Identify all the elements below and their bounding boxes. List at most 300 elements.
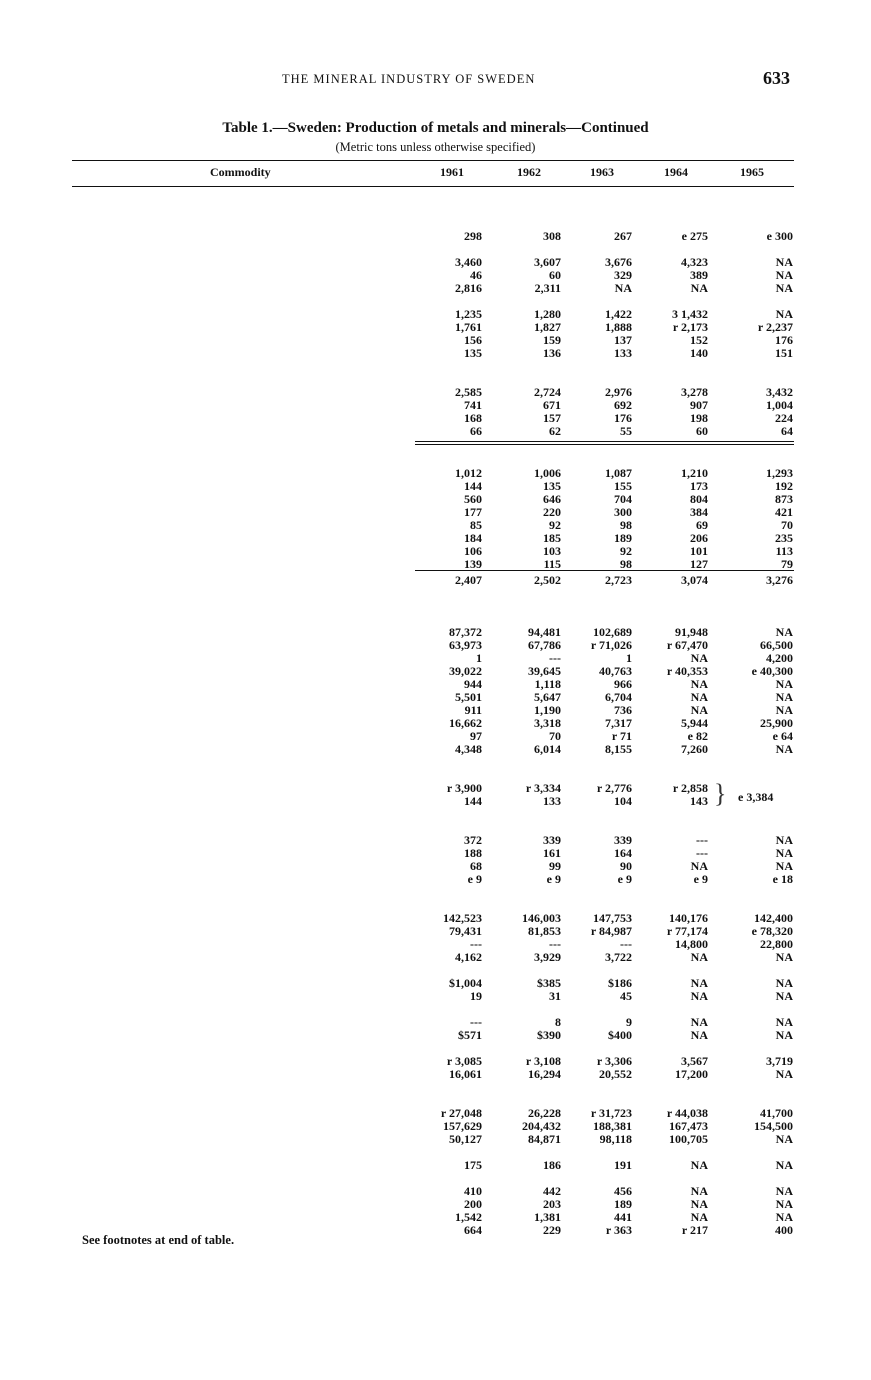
table-row [0,587,871,600]
table-row [0,493,871,506]
cell-1961: 2,585 [455,385,482,399]
cell-1964: NA [690,989,708,1003]
cell-1965: 4,200 [766,651,793,665]
cell-1965: NA [775,677,793,691]
table-row [0,704,871,717]
table-row [0,808,871,821]
cell-1964: 4,323 [681,255,708,269]
table-row [0,977,871,990]
table-row [0,990,871,1003]
cell-1964: NA [690,976,708,990]
cell-1961: 63,973 [449,638,482,652]
cell-1963: $400 [608,1028,632,1042]
cell-1965: 22,800 [760,937,793,951]
cell-1963: 3,676 [605,255,632,269]
cell-1963: 98,118 [599,1132,632,1146]
cell-1963: 2,723 [605,573,632,587]
cell-1963: $186 [608,976,632,990]
cell-1965: 151 [775,346,793,360]
cell-1961: 156 [464,333,482,347]
cell-1965: 25,900 [760,716,793,730]
table-row [0,386,871,399]
cell-1963: 176 [614,411,632,425]
cell-1963: 104 [614,794,632,808]
cell-1963: r 2,776 [596,781,632,795]
table-row [0,1133,871,1146]
cell-1961: 1,761 [455,320,482,334]
cell-1964: NA [690,859,708,873]
cell-1961: 66 [470,424,482,438]
table-row [0,743,871,756]
cell-1964: 206 [690,531,708,545]
cell-1961: 664 [464,1223,482,1237]
cell-1961: 144 [464,794,482,808]
cell-1961: 911 [464,703,482,717]
cell-1964: 7,260 [681,742,708,756]
cell-1961: 46 [470,268,482,282]
cell-1962: 115 [543,557,561,571]
table-row [0,821,871,834]
cell-1961: 16,662 [449,716,482,730]
cell-1961: 1,012 [455,466,482,480]
table-title: Table 1.—Sweden: Production of metals and minerals—Continued [222,120,649,136]
cell-1964: 14,800 [675,937,708,951]
cell-1965: 3,276 [766,573,793,587]
cell-1961: 5,501 [455,690,482,704]
table-row [0,373,871,386]
cell-1963: 704 [614,492,632,506]
table-row [0,334,871,347]
header-top-rule [72,160,794,161]
cell-1961: 39,022 [449,664,482,678]
cell-1965: NA [775,1210,793,1224]
cell-1962: 2,724 [534,385,561,399]
table-row [0,964,871,977]
cell-1961: 19 [470,989,482,1003]
cell-1963: 456 [614,1184,632,1198]
cell-1961: 16,061 [449,1067,482,1081]
cell-1963: 339 [614,833,632,847]
cell-1964: 389 [690,268,708,282]
cell-1964: NA [690,950,708,964]
cell-1963: 55 [620,424,632,438]
table-row [0,467,871,480]
cell-1965: r 2,237 [757,320,793,334]
cell-1961: 188 [464,846,482,860]
cell-1963: 133 [614,346,632,360]
col-header-1961: 1961 [440,165,464,179]
cell-1964: 907 [690,398,708,412]
cell-1965: NA [775,268,793,282]
cell-1962: 26,228 [528,1106,561,1120]
table-row [0,1016,871,1029]
cell-1961: 177 [464,505,482,519]
cell-1961: 4,162 [455,950,482,964]
cell-1965: NA [775,307,793,321]
cell-1962: 81,853 [528,924,561,938]
cell-1965: 3,432 [766,385,793,399]
cell-1962: 442 [543,1184,561,1198]
cell-1961: --- [470,1015,482,1029]
cell-1962: 1,006 [534,466,561,480]
cell-1961: $571 [458,1028,482,1042]
cell-1961: 3,460 [455,255,482,269]
cell-1961: 1 [476,651,482,665]
cell-1963: 329 [614,268,632,282]
cell-1961: 410 [464,1184,482,1198]
cell-1963: 45 [620,989,632,1003]
table-row [0,216,871,229]
cell-1963: r 71 [611,729,632,743]
cell-1961: --- [470,937,482,951]
cell-1961: 85 [470,518,482,532]
cell-1964: 3,567 [681,1054,708,1068]
cell-1962: --- [549,937,561,951]
cell-1963: e 9 [617,872,632,886]
cell-1964: NA [690,1158,708,1172]
table-row [0,834,871,847]
cell-1961: 135 [464,346,482,360]
cell-1964: r 77,174 [666,924,708,938]
cell-1963: --- [620,937,632,951]
cell-1962: 60 [549,268,561,282]
table-row [0,256,871,269]
cell-1961: 2,407 [455,573,482,587]
table-row [0,1107,871,1120]
cell-1963: 966 [614,677,632,691]
cell-1965: 79 [781,557,793,571]
table-row [0,480,871,493]
table-row [0,230,871,243]
table-row [0,652,871,665]
table-row [0,613,871,626]
cell-1964: 143 [690,794,708,808]
cell-1965: 224 [775,411,793,425]
cell-1963: 90 [620,859,632,873]
table-row [0,717,871,730]
cell-1961: 1,542 [455,1210,482,1224]
cell-1962: 159 [543,333,561,347]
cell-1964: NA [690,281,708,295]
cell-1964: 384 [690,505,708,519]
cell-1961: 68 [470,859,482,873]
table-row [0,269,871,282]
table-row [0,243,871,256]
cell-1963: 736 [614,703,632,717]
cell-1962: --- [549,651,561,665]
cell-1963: r 84,987 [590,924,632,938]
table-row [0,425,871,438]
cell-1963: 300 [614,505,632,519]
cell-1961: 79,431 [449,924,482,938]
cell-1964: e 9 [693,872,708,886]
table-row [0,769,871,782]
col-header-1965: 1965 [740,165,764,179]
cell-1961: r 3,900 [446,781,482,795]
cell-1963: 1,422 [605,307,632,321]
cell-1963: 188,381 [593,1119,632,1133]
cell-1962: 157 [543,411,561,425]
cell-1963: 147,753 [593,911,632,925]
cell-1963: 164 [614,846,632,860]
cell-1965: NA [775,976,793,990]
cell-1963: 9 [626,1015,632,1029]
cell-1964: 1,210 [681,466,708,480]
cell-1961: 741 [464,398,482,412]
cell-1965: 41,700 [760,1106,793,1120]
cell-1963: r 363 [605,1223,632,1237]
table-row [0,1081,871,1094]
cell-1963: 692 [614,398,632,412]
table-row [0,203,871,216]
table-row [0,730,871,743]
cell-1963: 1,087 [605,466,632,480]
table-row [0,360,871,373]
cell-1962: 2,502 [534,573,561,587]
cell-1962: 1,190 [534,703,561,717]
cell-1965: 176 [775,333,793,347]
cell-1961: 184 [464,531,482,545]
table-row [0,321,871,334]
cell-1963: 191 [614,1158,632,1172]
cell-1964: NA [690,1210,708,1224]
table-row [0,691,871,704]
cell-1962: 6,014 [534,742,561,756]
cell-1961: 560 [464,492,482,506]
table-row [0,1211,871,1224]
cell-1963: 2,976 [605,385,632,399]
table-row [0,1094,871,1107]
cell-1961: 50,127 [449,1132,482,1146]
table-row [0,532,871,545]
table-row [0,1068,871,1081]
cell-1965: 66,500 [760,638,793,652]
cell-1965: NA [775,846,793,860]
cell-1962: r 3,334 [525,781,561,795]
cell-1962: 94,481 [528,625,561,639]
cell-1964: r 217 [681,1223,708,1237]
running-head: THE MINERAL INDUSTRY OF SWEDEN [282,72,536,86]
silver-1965-value: e 3,384 [738,790,774,804]
cell-1962: 146,003 [522,911,561,925]
cell-1965: NA [775,1067,793,1081]
cell-1962: 339 [543,833,561,847]
cell-1963: r 3,306 [596,1054,632,1068]
cell-1964: e 82 [687,729,708,743]
cell-1964: 140 [690,346,708,360]
table-row [0,519,871,532]
cell-1961: 175 [464,1158,482,1172]
cell-1964: r 67,470 [666,638,708,652]
table-row [0,899,871,912]
cell-1962: 671 [543,398,561,412]
cell-1962: 308 [543,229,561,243]
cell-1962: 16,294 [528,1067,561,1081]
cell-1963: 441 [614,1210,632,1224]
table-row [0,295,871,308]
cell-1964: 3,074 [681,573,708,587]
cell-1963: 155 [614,479,632,493]
cell-1965: NA [775,742,793,756]
cell-1963: 267 [614,229,632,243]
table-row [0,1029,871,1042]
cell-1961: 298 [464,229,482,243]
cell-1962: 5,647 [534,690,561,704]
table-row [0,412,871,425]
cell-1961: 200 [464,1197,482,1211]
cell-1962: 1,381 [534,1210,561,1224]
cell-1965: NA [775,625,793,639]
cell-1965: NA [775,690,793,704]
cell-1964: --- [696,833,708,847]
cell-1965: 154,500 [754,1119,793,1133]
table-row [0,1159,871,1172]
header-bottom-rule [72,186,794,187]
cell-1965: 873 [775,492,793,506]
table-row [0,558,871,571]
table-subtitle: (Metric tons unless otherwise specified) [335,140,536,154]
table-row [0,951,871,964]
cell-1964: 5,944 [681,716,708,730]
cell-1963: 8,155 [605,742,632,756]
cell-1961: e 9 [467,872,482,886]
table-row [0,639,871,652]
cell-1965: 64 [781,424,793,438]
table-row [0,1172,871,1185]
cell-1962: 31 [549,989,561,1003]
cell-1965: 235 [775,531,793,545]
table-row [0,925,871,938]
cell-1961: $1,004 [449,976,482,990]
cell-1964: 140,176 [669,911,708,925]
table-row [0,600,871,613]
col-header-1963: 1963 [590,165,614,179]
cell-1963: 40,763 [599,664,632,678]
table-row [0,1055,871,1068]
cell-1962: 161 [543,846,561,860]
cell-1962: 39,645 [528,664,561,678]
cell-1964: r 2,173 [672,320,708,334]
cell-1964: 127 [690,557,708,571]
table-row [0,756,871,769]
cell-1962: 92 [549,518,561,532]
cell-1963: 98 [620,557,632,571]
cell-1963: 3,722 [605,950,632,964]
cell-1965: NA [775,950,793,964]
cell-1963: NA [614,281,632,295]
cell-1965: 70 [781,518,793,532]
cell-1964: NA [690,1184,708,1198]
table-row [0,308,871,321]
cell-1965: e 64 [772,729,793,743]
cell-1965: 142,400 [754,911,793,925]
cell-1965: NA [775,1158,793,1172]
cell-1962: 8 [555,1015,561,1029]
steel-double-rule-2 [415,444,794,445]
cell-1965: 421 [775,505,793,519]
cell-1965: NA [775,1028,793,1042]
cell-1963: 1 [626,651,632,665]
table-row [0,574,871,587]
cell-1965: e 40,300 [751,664,793,678]
cell-1962: $385 [537,976,561,990]
cell-1963: 7,317 [605,716,632,730]
cell-1965: 3,719 [766,1054,793,1068]
cell-1965: e 78,320 [751,924,793,938]
cell-1962: 204,432 [522,1119,561,1133]
page-number: 633 [763,68,790,88]
cell-1962: 3,607 [534,255,561,269]
cell-1964: r 2,858 [672,781,708,795]
cell-1962: 1,827 [534,320,561,334]
cell-1964: e 275 [681,229,708,243]
col-header-1962: 1962 [517,165,541,179]
cell-1961: r 3,085 [446,1054,482,1068]
table-row [0,912,871,925]
cell-1965: NA [775,989,793,1003]
cell-1964: 60 [696,424,708,438]
table-row [0,1120,871,1133]
cell-1961: 87,372 [449,625,482,639]
cell-1965: e 18 [772,872,793,886]
cell-1962: 229 [543,1223,561,1237]
table-row [0,399,871,412]
cell-1962: $390 [537,1028,561,1042]
cell-1965: NA [775,255,793,269]
cell-1964: NA [690,651,708,665]
cell-1964: NA [690,703,708,717]
cell-1964: 804 [690,492,708,506]
cell-1965: NA [775,703,793,717]
cell-1961: 168 [464,411,482,425]
table-row [0,847,871,860]
table-row [0,873,871,886]
cell-1962: 646 [543,492,561,506]
cell-1961: 139 [464,557,482,571]
cell-1964: 3,278 [681,385,708,399]
cell-1962: 1,280 [534,307,561,321]
cell-1962: 220 [543,505,561,519]
cell-1964: 91,948 [675,625,708,639]
cell-1963: 137 [614,333,632,347]
cell-1965: NA [775,1132,793,1146]
cell-1962: 67,786 [528,638,561,652]
table-row [0,1185,871,1198]
cell-1965: NA [775,1197,793,1211]
cell-1961: 2,816 [455,281,482,295]
cell-1961: 4,348 [455,742,482,756]
cell-1961: 142,523 [443,911,482,925]
table-row [0,626,871,639]
table-row [0,506,871,519]
cell-1965: 113 [775,544,793,558]
cell-1963: 6,704 [605,690,632,704]
cell-1964: 101 [690,544,708,558]
cell-1964: 69 [696,518,708,532]
cell-1964: NA [690,677,708,691]
cell-1962: 136 [543,346,561,360]
cell-1964: 100,705 [669,1132,708,1146]
cell-1961: r 27,048 [440,1106,482,1120]
cell-1961: 372 [464,833,482,847]
col-header-commodity: Commodity [210,165,271,179]
cell-1962: 3,929 [534,950,561,964]
table-row [0,282,871,295]
cell-1963: r 31,723 [590,1106,632,1120]
cell-1962: e 9 [546,872,561,886]
table-row [0,938,871,951]
cell-1962: 84,871 [528,1132,561,1146]
